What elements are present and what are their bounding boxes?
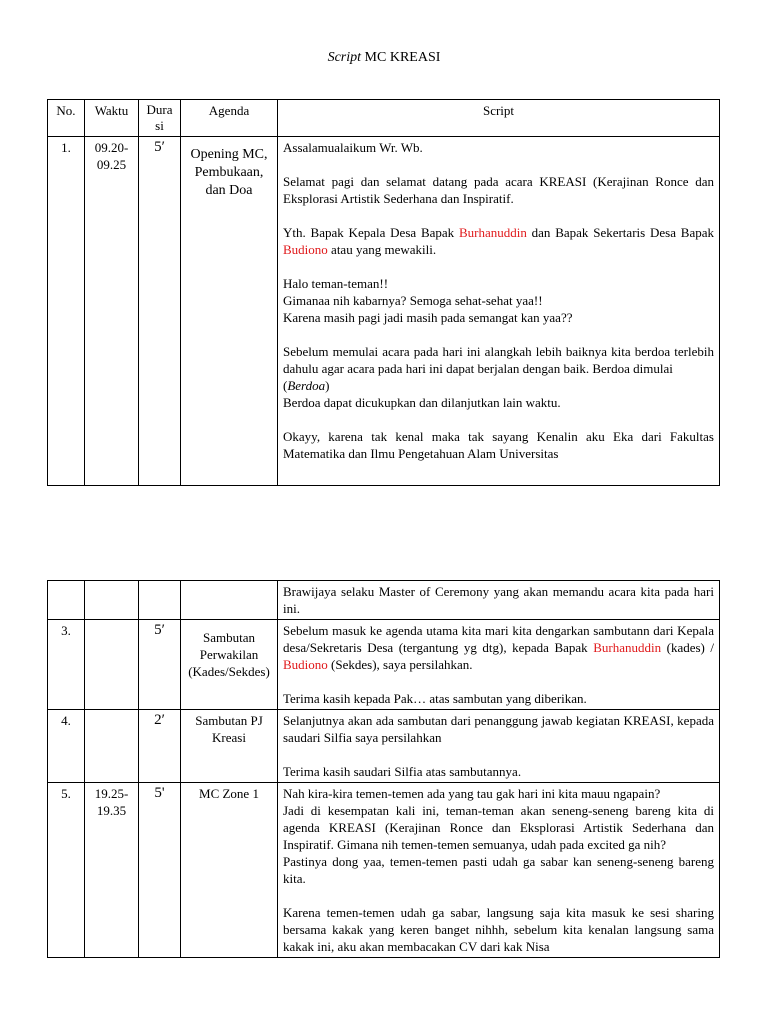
row-no: 3. bbox=[48, 620, 85, 710]
highlighted-name: Burhanuddin bbox=[458, 225, 527, 240]
title-text: MC KREASI bbox=[361, 50, 441, 65]
table-row bbox=[48, 581, 720, 620]
row-durasi: 5′ bbox=[139, 620, 181, 710]
script-paragraph: Pastinya dong yaa, temen-temen pasti udah ga sabar kan seneng-seneng bareng kita. bbox=[283, 854, 714, 886]
script-paragraph: Sebelum masuk ke agenda utama kita mari kita dengarkan sambutann dari Kepala desa/Sekretaris Desa (tergantung yg dtg), kepada Bapak Burhanuddin (kades) / Budiono (Sekdes), saya persilahkan. bbox=[283, 623, 714, 672]
row-no: 5. bbox=[48, 783, 85, 958]
stage-direction: (Berdoa) bbox=[283, 378, 330, 393]
script-paragraph: Terima kasih kepada Pak… atas sambutan yang diberikan. bbox=[283, 691, 587, 706]
header-no: No. bbox=[48, 100, 85, 137]
table-row bbox=[48, 710, 720, 783]
row-waktu bbox=[85, 620, 139, 710]
table-row bbox=[48, 783, 720, 958]
script-line: Halo teman-teman!! bbox=[283, 276, 389, 291]
table-row bbox=[48, 137, 720, 486]
script-paragraph: Selanjutnya akan ada sambutan dari penanggung jawab kegiatan KREASI, kepada saudari Silfia saya persilahkan bbox=[283, 713, 714, 745]
header-waktu: Waktu bbox=[85, 100, 139, 137]
script-table-page-2 bbox=[47, 580, 720, 958]
table-row bbox=[48, 620, 720, 710]
row-script bbox=[278, 783, 720, 958]
highlighted-name: Burhanuddin bbox=[593, 640, 662, 655]
script-paragraph: Terima kasih saudari Silfia atas sambutannya. bbox=[283, 764, 522, 779]
row-no: 1. bbox=[48, 137, 85, 486]
row-script bbox=[278, 581, 720, 620]
row-agenda: Sambutan Perwakilan (Kades/Sekdes) bbox=[181, 620, 278, 710]
script-paragraph: Jadi di kesempatan kali ini, teman-teman akan seneng-seneng bareng kita di agenda KREASI (Kerajinan Ronce dan Eksplorasi Artistik Sederhana dan Inspiratif. Gimana nih temen-temen semuanya, udah pada excited ga nih? bbox=[283, 803, 714, 852]
document-title bbox=[0, 50, 768, 66]
row-waktu: 09.20-09.25 bbox=[85, 137, 139, 486]
row-script bbox=[278, 710, 720, 783]
script-paragraph: Assalamualaikum Wr. Wb. bbox=[283, 140, 423, 155]
row-agenda: Opening MC, Pembukaan, dan Doa bbox=[181, 137, 278, 486]
row-script bbox=[278, 620, 720, 710]
row-agenda: MC Zone 1 bbox=[181, 783, 278, 958]
row-no: 4. bbox=[48, 710, 85, 783]
header-script: Script bbox=[278, 100, 720, 137]
script-line: Gimanaa nih kabarnya? Semoga sehat-sehat yaa!! bbox=[283, 293, 543, 308]
script-paragraph: Brawijaya selaku Master of Ceremony yang akan memandu acara kita pada hari ini. bbox=[283, 584, 714, 616]
script-line: Berdoa dapat dicukupkan dan dilanjutkan lain waktu. bbox=[283, 395, 561, 410]
row-waktu: 19.25-19.35 bbox=[85, 783, 139, 958]
script-paragraph: Nah kira-kira temen-temen ada yang tau gak hari ini kita mauu ngapain? bbox=[283, 786, 661, 801]
script-line: Karena masih pagi jadi masih pada semangat kan yaa?? bbox=[283, 310, 573, 325]
script-paragraph: Sebelum memulai acara pada hari ini alangkah lebih baiknya kita berdoa terlebih dahulu agar acara pada hari ini dapat berjalan dengan baik. Berdoa dimulai bbox=[283, 344, 714, 376]
script-paragraph: Yth. Bapak Kepala Desa Bapak Burhanuddin dan Bapak Sekertaris Desa Bapak Budiono atau yang mewakili. bbox=[283, 225, 714, 257]
header-durasi: Dura si bbox=[139, 100, 181, 137]
highlighted-name: Budiono bbox=[283, 657, 328, 672]
script-table-page-1 bbox=[47, 99, 720, 486]
table-header-row bbox=[48, 100, 720, 137]
header-agenda: Agenda bbox=[181, 100, 278, 137]
row-waktu bbox=[85, 710, 139, 783]
row-durasi: 5′ bbox=[139, 137, 181, 486]
row-script bbox=[278, 137, 720, 486]
row-durasi: 2′ bbox=[139, 710, 181, 783]
highlighted-name: Budiono bbox=[283, 242, 328, 257]
row-durasi: 5' bbox=[139, 783, 181, 958]
title-italic: Script bbox=[327, 50, 362, 65]
row-agenda: Sambutan PJ Kreasi bbox=[181, 710, 278, 783]
script-paragraph: Karena temen-temen udah ga sabar, langsung saja kita masuk ke sesi sharing bersama kakak yang keren banget nihhh, sebelum kita kenalan langsung sama kakak ini, aku akan membacakan CV dari kak Nisa bbox=[283, 905, 714, 954]
script-paragraph: Selamat pagi dan selamat datang pada acara KREASI (Kerajinan Ronce dan Eksplorasi Artistik Sederhana dan Inspiratif. bbox=[283, 174, 714, 206]
script-paragraph: Okayy, karena tak kenal maka tak sayang Kenalin aku Eka dari Fakultas Matematika dan Ilmu Pengetahuan Alam Universitas bbox=[283, 429, 714, 461]
